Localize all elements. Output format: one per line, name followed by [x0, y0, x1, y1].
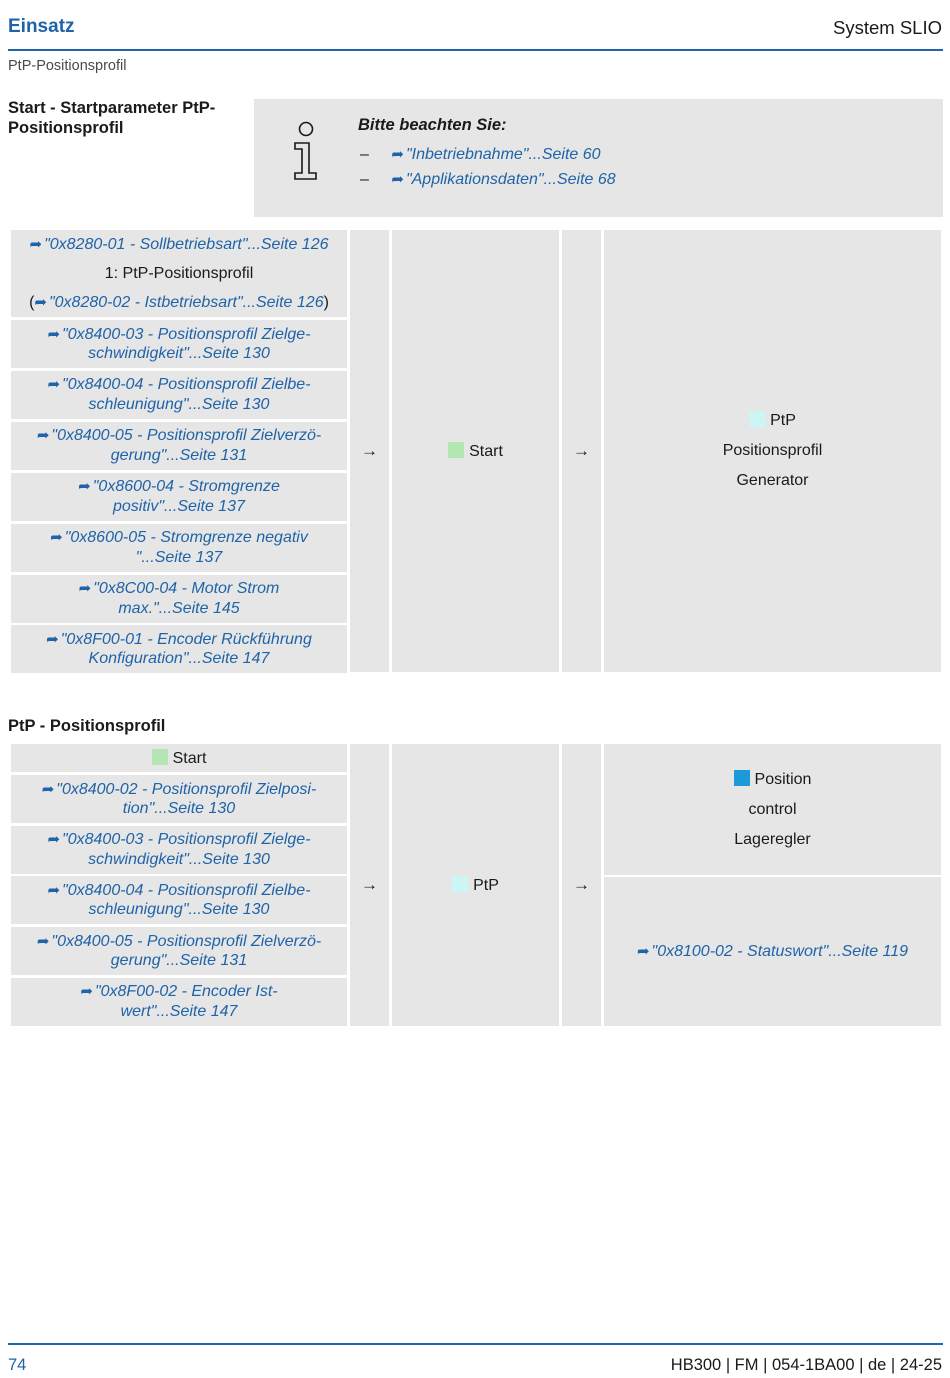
parameter-cell — [11, 524, 347, 572]
start-label: Start — [172, 749, 207, 767]
arrow-cell — [562, 744, 601, 1026]
result-line: Position — [754, 770, 812, 788]
parameter-link-line1: ➦ "0x8400-04 - Positionsprofil Zielbe- — [47, 881, 311, 899]
parameter-link[interactable] — [37, 932, 321, 971]
parameter-cell — [11, 927, 347, 975]
header-product: System SLIO — [833, 17, 942, 38]
parameter-link[interactable] — [78, 477, 280, 516]
note-heading: Bitte beachten Sie: — [358, 116, 507, 134]
link-arrow-icon: ➦ — [36, 427, 50, 445]
note-link[interactable]: ➦ "Applikationsdaten"...Seite 68 — [391, 171, 616, 188]
parameter-link[interactable] — [42, 780, 317, 819]
parameter-link-line2: schleunigung"...Seite 130 — [88, 901, 270, 919]
note-dash: – — [360, 171, 369, 188]
parameter-cell — [11, 625, 347, 673]
parameter-link[interactable] — [47, 881, 310, 920]
link-arrow-icon: ➦ — [29, 236, 43, 253]
parameter-link[interactable] — [47, 830, 310, 869]
arrow-cell — [562, 230, 601, 672]
sollbetriebsart-link[interactable]: ➦ "0x8280-01 - Sollbetriebsart"...Seite 126 — [29, 236, 329, 253]
parameter-link-line1: ➦ "0x8400-04 - Positionsprofil Zielbe- — [47, 376, 311, 394]
status-cell — [604, 877, 941, 1026]
parameter-cell — [11, 826, 347, 874]
footer-rule — [8, 1343, 943, 1345]
parameter-link-line2: gerung"...Seite 131 — [110, 952, 248, 970]
state-label: Start — [469, 442, 503, 460]
parameter-link-line1: ➦ "0x8C00-04 - Motor Strom — [78, 580, 280, 597]
parameter-cell — [11, 575, 347, 623]
mode-cell — [11, 230, 347, 317]
parameter-link[interactable] — [50, 528, 308, 567]
parameter-link-line1: ➦ "0x8400-02 - Positionsprofil Zielposi- — [41, 780, 317, 798]
parameter-link-line1: ➦ "0x8400-05 - Positionsprofil Zielverzö- — [36, 427, 322, 445]
link-arrow-icon: ➦ — [78, 580, 92, 597]
parameter-link[interactable] — [46, 630, 312, 669]
link-arrow-icon: ➦ — [36, 932, 50, 950]
parameter-link-line2: schwindigkeit"...Seite 130 — [88, 850, 270, 868]
start-swatch-icon — [448, 442, 464, 458]
parameter-link-line1: ➦ "0x8600-05 - Stromgrenze negativ — [50, 529, 308, 547]
note-box — [254, 99, 943, 217]
header-rule — [8, 49, 943, 51]
link-arrow-icon: ➦ — [46, 630, 59, 648]
istbetriebsart-line: (➦ "0x8280-02 - Istbetriebsart"...Seite 126) — [29, 294, 329, 311]
link-arrow-icon: ➦ — [47, 325, 61, 343]
result-line: PtP — [770, 412, 796, 429]
link-arrow-icon: ➦ — [391, 146, 404, 163]
note-item — [360, 170, 616, 190]
result-line: Generator — [736, 472, 809, 489]
parameter-link[interactable] — [47, 325, 310, 364]
page-number: 74 — [8, 1356, 27, 1374]
section1-title: Start - Startparameter PtP-Positionsprofil — [8, 99, 216, 137]
parameter-link-line1: ➦ "0x8600-04 - Stromgrenze — [78, 478, 280, 496]
start-swatch-icon — [152, 749, 168, 765]
parameter-cell — [11, 876, 347, 924]
result-cell — [604, 744, 941, 875]
arrow-right-icon: → — [361, 875, 378, 894]
link-arrow-icon: ➦ — [80, 983, 93, 1001]
link-arrow-icon: ➦ — [47, 881, 61, 899]
start-cell — [11, 744, 347, 772]
parameter-link-line2: gerung"...Seite 131 — [110, 446, 248, 464]
link-arrow-icon: ➦ — [78, 478, 91, 496]
parameter-link[interactable] — [80, 982, 277, 1021]
ptp-swatch-icon — [452, 876, 468, 892]
istbetriebsart-link[interactable]: ➦ "0x8280-02 - Istbetriebsart"...Seite 126 — [34, 294, 324, 311]
link-arrow-icon: ➦ — [636, 942, 650, 960]
subheading: PtP-Positionsprofil — [8, 58, 127, 74]
parameter-cell — [11, 422, 347, 470]
parameter-link-line2: max."...Seite 145 — [118, 599, 240, 617]
link-arrow-icon: ➦ — [34, 294, 47, 311]
parameter-link-line2: Konfiguration"...Seite 147 — [88, 650, 270, 668]
parameter-cell — [11, 320, 347, 368]
result-line: Lageregler — [734, 830, 811, 848]
link-arrow-icon: ➦ — [50, 529, 63, 547]
ptp-swatch-icon — [749, 411, 765, 427]
parameter-link-line2: tion"...Seite 130 — [122, 800, 236, 817]
state-cell — [392, 744, 559, 1026]
parameter-link-line1: ➦ "0x8400-05 - Positionsprofil Zielverzö- — [36, 932, 322, 950]
header-section: Einsatz — [8, 16, 75, 37]
parameter-link[interactable] — [79, 579, 280, 618]
state-label: PtP — [473, 876, 499, 894]
parameter-link-line2: "...Seite 137 — [135, 548, 223, 566]
arrow-right-icon: → — [573, 441, 590, 460]
parameter-link[interactable] — [37, 426, 321, 465]
mode-value: 1: PtP-Positionsprofil — [104, 265, 254, 282]
parameter-link-line2: schleunigung"...Seite 130 — [88, 395, 270, 413]
position-swatch-icon — [734, 770, 750, 786]
note-dash: – — [360, 146, 369, 163]
link-arrow-icon: ➦ — [47, 376, 61, 394]
note-item — [360, 145, 601, 165]
parameter-cell — [11, 371, 347, 419]
note-link[interactable]: ➦ "Inbetriebnahme"...Seite 60 — [391, 146, 601, 163]
parameter-cell — [11, 978, 347, 1026]
parameter-link-line1: ➦ "0x8400-03 - Positionsprofil Zielge- — [47, 325, 311, 343]
parameter-link-line2: positiv"...Seite 137 — [113, 497, 245, 515]
parameter-cell — [11, 775, 347, 823]
arrow-right-icon: → — [361, 441, 378, 460]
info-icon — [292, 121, 320, 188]
parameter-link-line1: ➦ "0x8F00-01 - Encoder Rückführung — [46, 630, 312, 648]
doc-reference: HB300 | FM | 054-1BA00 | de | 24-25 — [670, 1356, 942, 1374]
result-cell — [604, 230, 941, 672]
link-arrow-icon: ➦ — [47, 831, 61, 849]
link-arrow-icon: ➦ — [41, 780, 55, 798]
result-line: control — [748, 800, 797, 818]
section2-title: PtP - Positionsprofil — [8, 717, 166, 735]
parameter-link-line2: schwindigkeit"...Seite 130 — [88, 345, 270, 362]
parameter-link-line1: ➦ "0x8400-03 - Positionsprofil Zielge- — [47, 831, 311, 849]
state-cell — [392, 230, 559, 672]
arrow-right-icon: → — [573, 875, 590, 894]
parameter-link-line1: ➦ "0x8F00-02 - Encoder Ist- — [80, 983, 278, 1001]
parameter-cell — [11, 473, 347, 521]
parameter-link-line2: wert"...Seite 147 — [120, 1002, 238, 1020]
link-arrow-icon: ➦ — [391, 171, 404, 188]
statuswort-link[interactable]: ➦ "0x8100-02 - Statuswort"...Seite 119 — [636, 942, 909, 960]
arrow-cell — [350, 230, 389, 672]
result-line: Positionsprofil — [722, 442, 823, 459]
arrow-cell — [350, 744, 389, 1026]
parameter-link[interactable] — [47, 375, 310, 414]
